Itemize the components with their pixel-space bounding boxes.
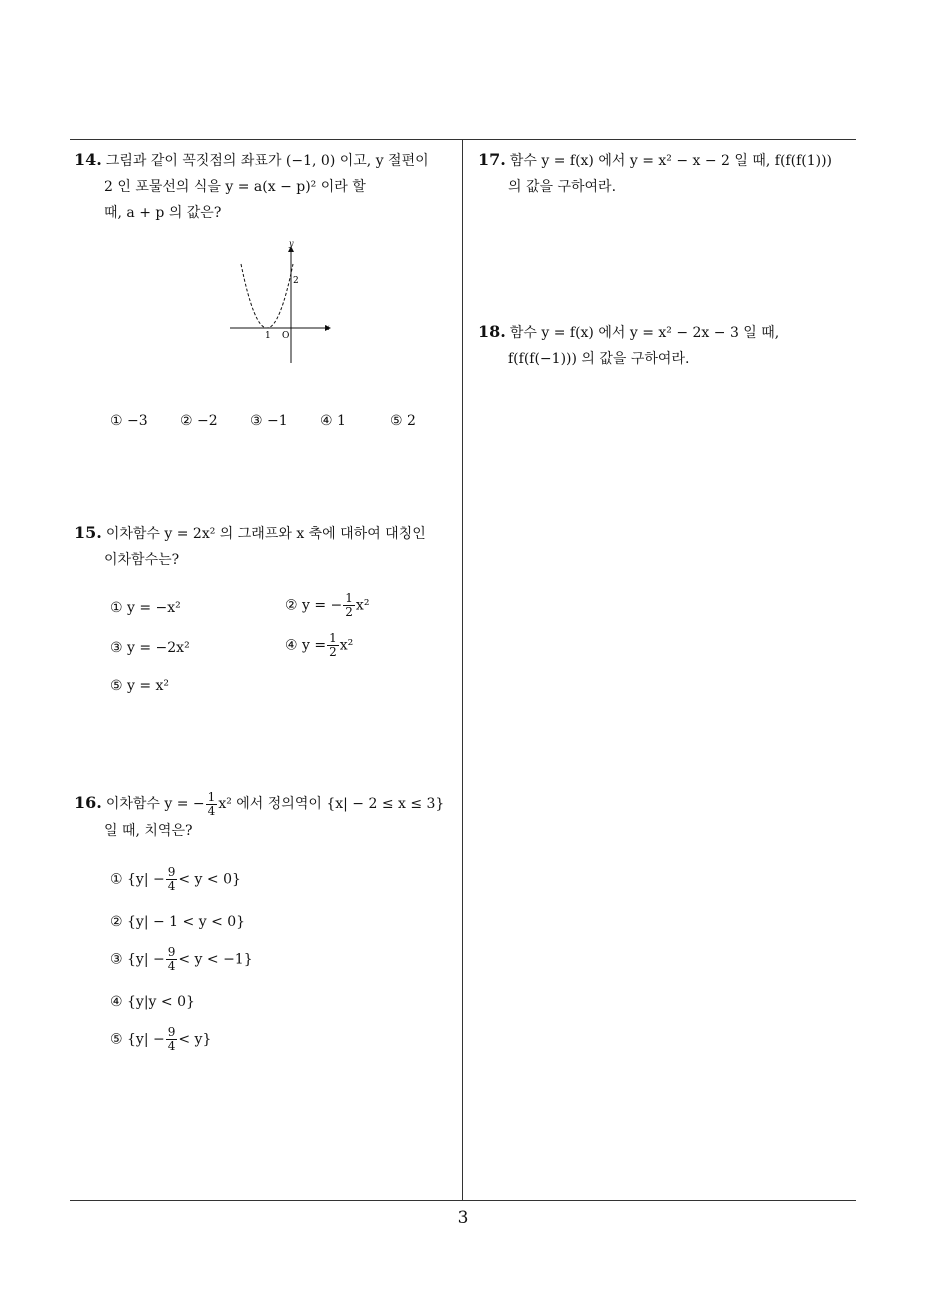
question-text-line: 그림과 같이 꼭짓점의 좌표가 (−1, 0) 이고, y 절편이 — [105, 153, 429, 169]
choice-text: x² — [355, 597, 370, 614]
question-number: 15. — [74, 523, 102, 542]
choice-5[interactable] — [110, 1026, 211, 1053]
question-number: 14. — [74, 150, 102, 169]
top-rule — [70, 139, 856, 140]
choice-4[interactable] — [285, 632, 353, 659]
choice-5[interactable]: ⑤ y = x² — [110, 678, 170, 694]
question-text-line: 함수 y = f(x) 에서 y = x² − 2x − 3 일 때, — [509, 325, 780, 341]
graph-x-axis-label: x — [325, 323, 330, 332]
question-text-line: 이차함수는? — [104, 552, 180, 568]
choice-text: ③ {y| − — [110, 951, 165, 968]
choice-3[interactable]: ③ −1 — [250, 413, 288, 429]
denominator: 4 — [167, 879, 176, 893]
question-18 — [478, 319, 860, 372]
choice-4[interactable]: ④ {y|y < 0} — [110, 994, 195, 1010]
question-16 — [74, 790, 464, 844]
graph-y-axis-label: y — [289, 239, 294, 248]
fraction — [166, 1026, 178, 1053]
question-text-line: 2 인 포물선의 식을 y = a(x − p)² 이라 할 — [104, 179, 366, 195]
choice-1[interactable]: ① y = −x² — [110, 600, 181, 616]
choice-text: x² — [339, 637, 354, 654]
choice-2[interactable]: ② −2 — [180, 413, 218, 429]
fraction — [327, 632, 339, 659]
denominator: 2 — [345, 605, 353, 619]
graph-origin-label: O — [282, 331, 290, 341]
question-17 — [478, 147, 860, 200]
bottom-rule — [70, 1200, 856, 1201]
choice-3[interactable] — [110, 946, 253, 973]
question-text-line: x² 에서 정의역이 {x| − 2 ≤ x ≤ 3} — [218, 796, 445, 812]
numerator: 1 — [329, 631, 337, 645]
question-text-line: 때, a + p 의 값은? — [104, 205, 222, 221]
question-14 — [74, 147, 459, 226]
question-text-line: 일 때, 치역은? — [104, 822, 193, 839]
graph-vertex-label: 1 — [265, 331, 271, 341]
column-divider — [462, 140, 463, 1201]
choice-text: < y < 0} — [178, 871, 241, 888]
question-text-line: 함수 y = f(x) 에서 y = x² − x − 2 일 때, f(f(f(1))) — [509, 153, 833, 169]
numerator: 1 — [345, 591, 353, 605]
graph-y-intercept-label: 2 — [293, 276, 299, 286]
denominator: 2 — [329, 645, 337, 659]
choice-2[interactable] — [285, 592, 369, 619]
fraction — [166, 946, 178, 973]
choice-3[interactable]: ③ y = −2x² — [110, 640, 190, 656]
numerator: 9 — [167, 945, 176, 959]
choice-text: ① {y| − — [110, 871, 165, 888]
numerator: 9 — [167, 865, 176, 879]
question-text-line: 이차함수 y = − — [105, 796, 205, 812]
choice-4[interactable]: ④ 1 — [320, 413, 346, 429]
choice-text: ② y = − — [285, 597, 343, 614]
page-number: 3 — [457, 1208, 469, 1228]
numerator: 1 — [207, 789, 216, 804]
fraction — [206, 791, 218, 818]
question-number: 17. — [478, 150, 506, 169]
numerator: 9 — [167, 1025, 176, 1039]
question-number: 16. — [74, 793, 102, 812]
parabola-graph — [225, 238, 335, 366]
choice-2[interactable]: ② {y| − 1 < y < 0} — [110, 914, 246, 930]
denominator: 4 — [207, 803, 216, 818]
choice-text: < y < −1} — [178, 951, 253, 968]
question-text-line: 의 값을 구하여라. — [508, 179, 617, 195]
choice-1[interactable]: ① −3 — [110, 413, 148, 429]
denominator: 4 — [167, 1039, 176, 1053]
question-text-line: f(f(f(−1))) 의 값을 구하여라. — [508, 351, 690, 367]
question-15 — [74, 520, 459, 573]
choice-5[interactable]: ⑤ 2 — [390, 413, 416, 429]
choice-1[interactable] — [110, 866, 241, 893]
fraction — [166, 866, 178, 893]
choice-text: ⑤ {y| − — [110, 1031, 165, 1048]
question-number: 18. — [478, 322, 506, 341]
question-text-line: 이차함수 y = 2x² 의 그래프와 x 축에 대하여 대칭인 — [105, 526, 426, 542]
fraction — [343, 592, 355, 619]
choice-text: ④ y = — [285, 637, 327, 654]
choice-text: < y} — [178, 1031, 212, 1048]
denominator: 4 — [167, 959, 176, 973]
